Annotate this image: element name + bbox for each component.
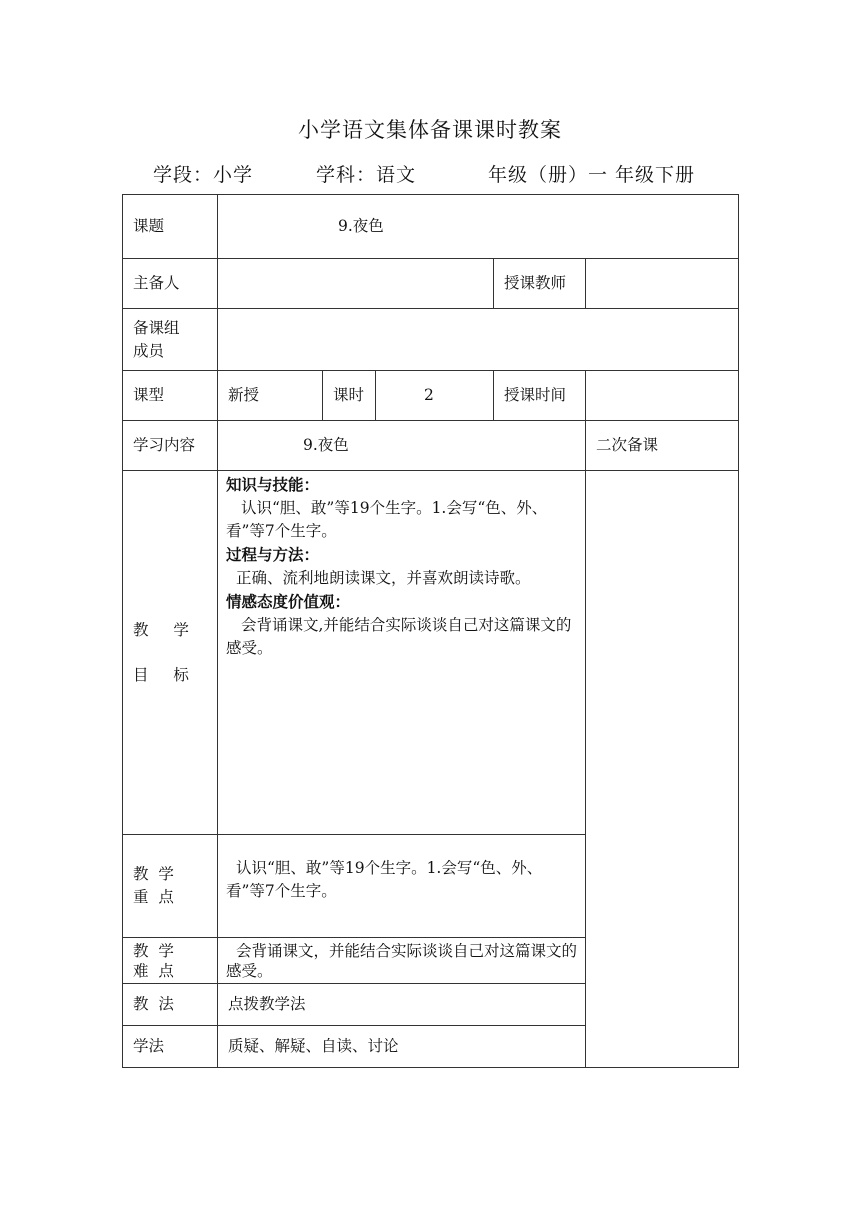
process-text: 正确、流利地朗读课文，并喜欢朗读诗歌。 xyxy=(236,569,531,587)
secondary-label: 二次备课 xyxy=(586,421,739,471)
key-label xyxy=(123,835,218,938)
method-value: 点拨教学法 xyxy=(218,984,586,1026)
key-content xyxy=(218,835,586,938)
row-preparer xyxy=(123,259,739,309)
knowledge-heading: 知识与技能： xyxy=(226,475,320,494)
row-type xyxy=(123,371,739,421)
topic-value: 9.夜色 xyxy=(218,195,739,259)
subject-field: 学科：语文 xyxy=(316,164,417,186)
content-label: 学习内容 xyxy=(123,421,218,471)
goals-content xyxy=(218,471,586,835)
goals-label-line2: 目 标 xyxy=(133,665,199,684)
group-label-line2: 成员 xyxy=(133,341,165,360)
study-value: 质疑、解疑、自读、讨论 xyxy=(218,1026,586,1068)
goals-label xyxy=(123,471,218,835)
document-title: 小学语文集体备课课时教案 xyxy=(298,118,562,142)
key-text: 认识“胆、敢”等19个生字。1.会写“色、外、看”等7个生字。 xyxy=(226,859,543,900)
time-label: 授课时间 xyxy=(494,371,586,421)
lesson-plan-table xyxy=(122,194,739,1068)
difficulty-label xyxy=(123,938,218,984)
process-heading: 过程与方法： xyxy=(226,545,320,564)
group-label-line1: 备课组 xyxy=(133,318,180,337)
grade-field: 年级（册）一 年级下册 xyxy=(488,164,696,186)
difficulty-label-line1: 教 学 xyxy=(133,941,174,960)
goals-label-line1: 教 学 xyxy=(133,620,199,639)
teacher-value xyxy=(586,259,739,309)
secondary-value xyxy=(586,471,739,1068)
row-topic xyxy=(123,195,739,259)
group-value xyxy=(218,309,739,371)
teacher-label: 授课教师 xyxy=(494,259,586,309)
stage-field: 学段：小学 xyxy=(153,164,254,186)
time-value xyxy=(586,371,739,421)
difficulty-content xyxy=(218,938,586,984)
hours-label: 课时 xyxy=(323,371,376,421)
key-label-line2: 重 点 xyxy=(133,888,174,906)
content-value: 9.夜色 xyxy=(218,421,586,471)
hours-value: 2 xyxy=(376,371,494,421)
row-content xyxy=(123,421,739,471)
topic-label: 课题 xyxy=(123,195,218,259)
type-label: 课型 xyxy=(123,371,218,421)
document-meta xyxy=(0,160,860,186)
study-label: 学法 xyxy=(123,1026,218,1068)
row-goals xyxy=(123,471,739,835)
method-label: 教 法 xyxy=(123,984,218,1026)
difficulty-label-line2: 难 点 xyxy=(133,961,174,980)
type-value: 新授 xyxy=(218,371,323,421)
key-label-line1: 教 学 xyxy=(133,865,174,883)
difficulty-text: 会背诵课文，并能结合实际谈谈自己对这篇课文的感受。 xyxy=(226,941,578,980)
knowledge-text: 认识“胆、敢”等19个生字。1.会写“色、外、看”等7个生字。 xyxy=(226,499,548,540)
row-group xyxy=(123,309,739,371)
emotion-text: 会背诵课文,并能结合实际谈谈自己对这篇课文的感受。 xyxy=(226,616,572,657)
emotion-heading: 情感态度价值观： xyxy=(226,592,351,611)
group-label xyxy=(123,309,218,371)
preparer-label: 主备人 xyxy=(123,259,218,309)
preparer-value xyxy=(218,259,494,309)
